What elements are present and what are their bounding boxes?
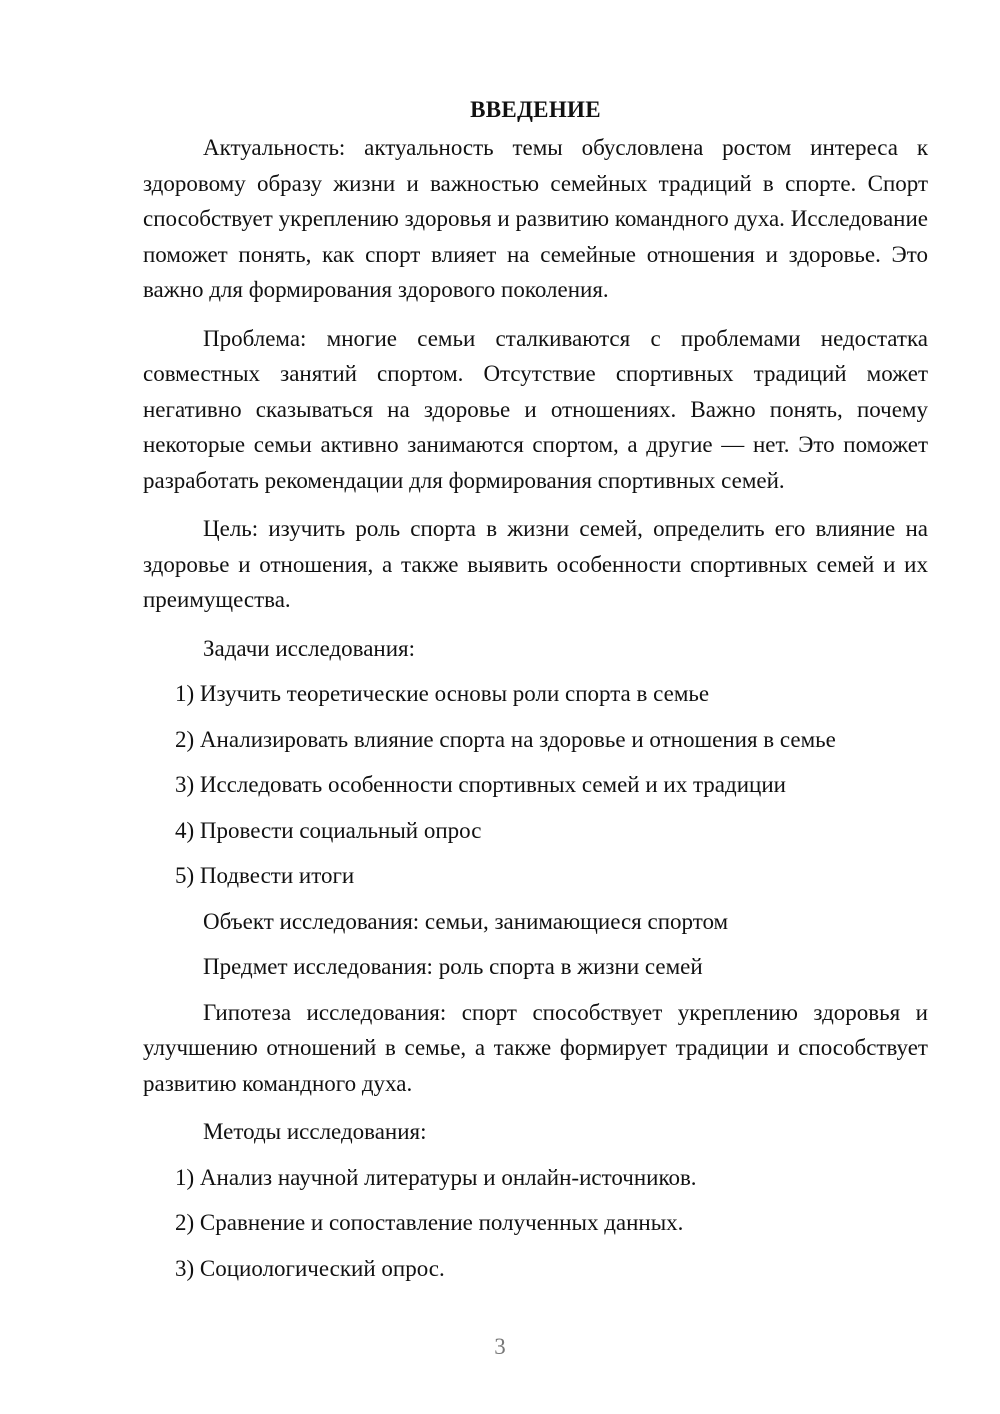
tasks-heading: Задачи исследования: xyxy=(203,635,416,661)
method-item-2: 2) Сравнение и сопоставление полученных данных. xyxy=(175,1210,684,1235)
task-item-2: 2) Анализировать влияние спорта на здоровье и отношения в семье xyxy=(175,726,836,752)
relevance-paragraph: Актуальность: актуальность темы обусловлена ростом интереса к здоровому образу жизни и важностью семейных традиций в спорте. Спорт способствует укреплению здоровья и развитию командного духа. Исследование поможет понять, как спорт влияет на семейные отношения и здоровье. Это важно для формирования здорового поколения. xyxy=(143,135,928,302)
method-item-1: 1) Анализ научной литературы и онлайн-источников. xyxy=(175,1164,697,1190)
methods-heading: Методы исследования: xyxy=(203,1119,427,1144)
object-line: Объект исследования: семьи, занимающиеся спортом xyxy=(203,908,729,934)
goal-paragraph: Цель: изучить роль спорта в жизни семей, определить его влияние на здоровье и отношения, а также выявить особенности спортивных семей и их преимущества. xyxy=(143,516,928,612)
task-item-1: 1) Изучить теоретические основы роли спорта в семье xyxy=(175,681,710,706)
section-title: ВВЕДЕНИЕ xyxy=(470,97,601,122)
subject-line: Предмет исследования: роль спорта в жизни семей xyxy=(203,954,703,979)
document-page xyxy=(143,92,928,1296)
page-number: 3 xyxy=(494,1334,506,1359)
problem-paragraph: Проблема: многие семьи сталкиваются с проблемами недостатка совместных занятий спортом. Отсутствие спортивных традиций может негативно сказываться на здоровье и отношениях. Важно понять, почему некоторые семьи активно занимаются спортом, а другие — нет. Это поможет разработать рекомендации для формирования спортивных семей. xyxy=(143,325,928,493)
hypothesis-paragraph: Гипотеза исследования: спорт способствует укреплению здоровья и улучшению отношений в семье, а также формирует традиции и способствует развитию командного духа. xyxy=(143,999,928,1096)
task-item-4: 4) Провести социальный опрос xyxy=(175,817,482,843)
method-item-3: 3) Социологический опрос. xyxy=(175,1255,445,1281)
task-item-5: 5) Подвести итоги xyxy=(175,863,355,888)
task-item-3: 3) Исследовать особенности спортивных семей и их традиции xyxy=(175,772,786,797)
